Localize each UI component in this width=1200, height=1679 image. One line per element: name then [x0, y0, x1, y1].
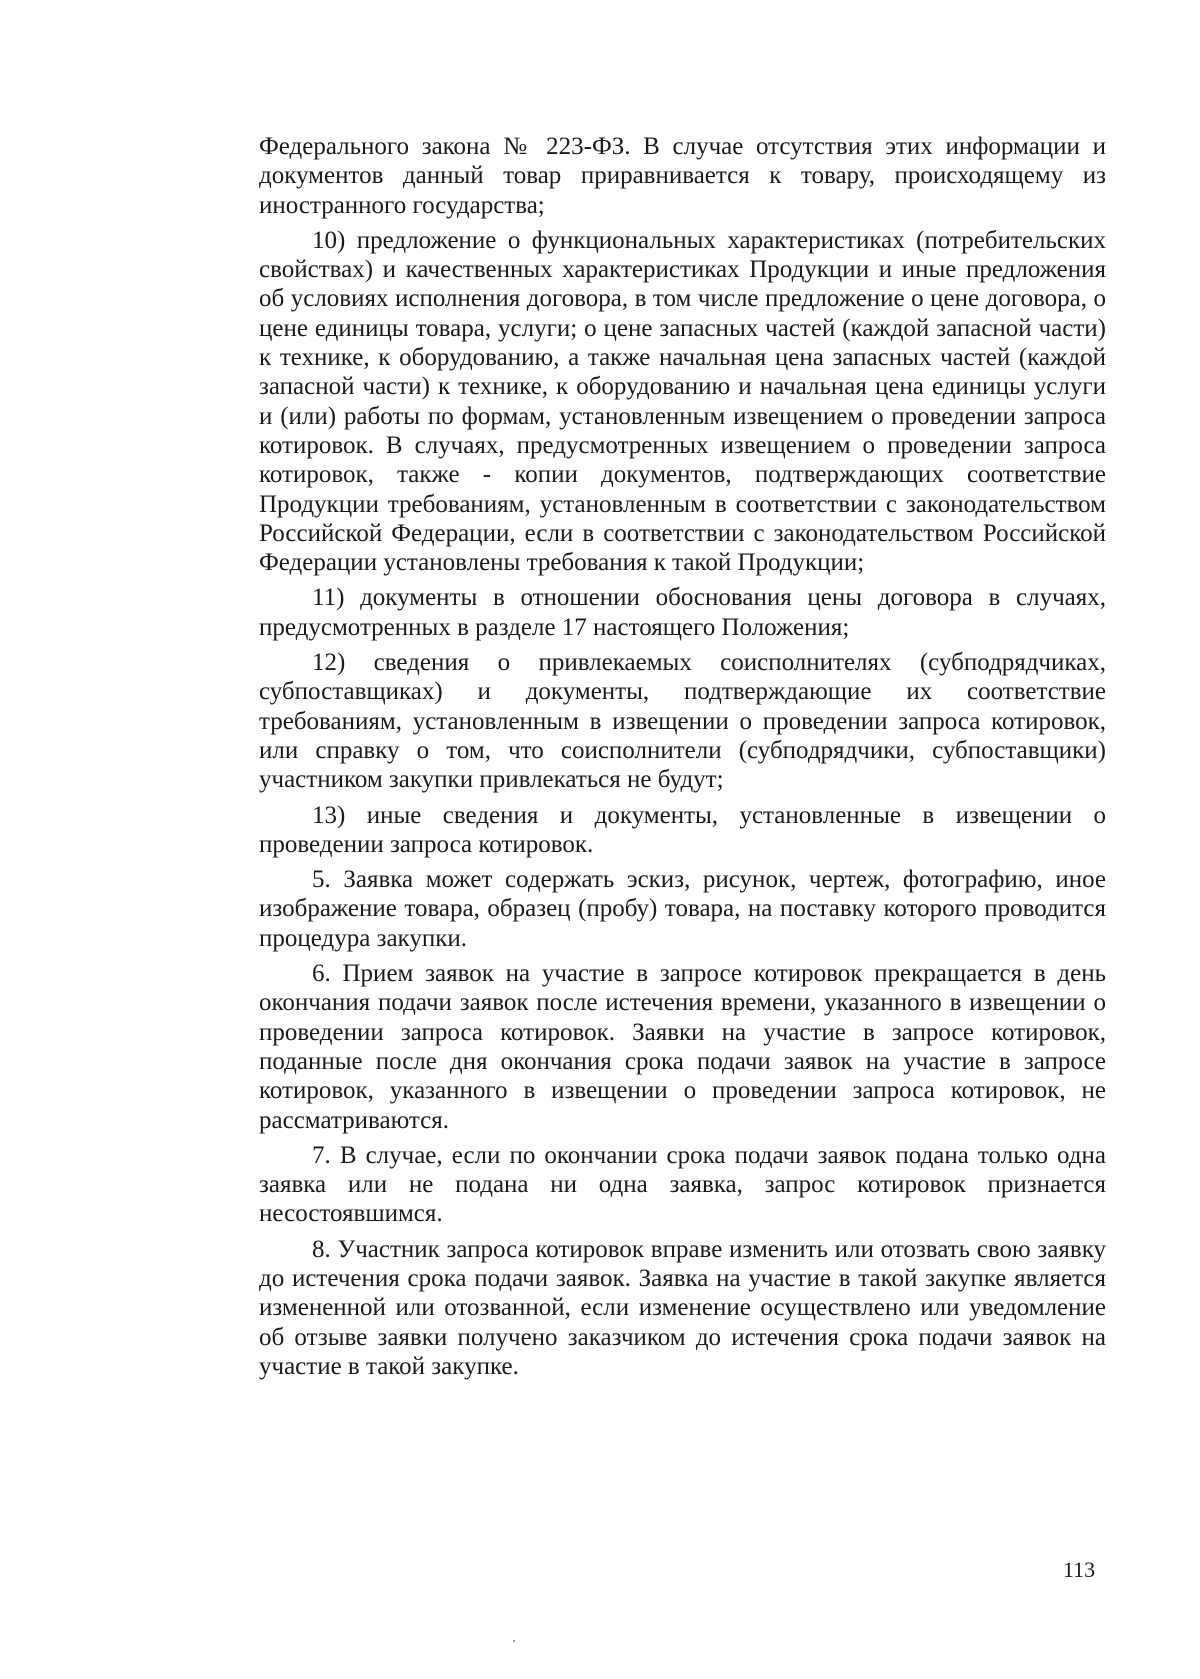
paragraph-clause-5: 5. Заявка может содержать эскиз, рисунок, чертеж, фотографию, иное изображение товара, образец (пробу) товара, на поставку которого проводится процедура закупки. [259, 866, 1106, 952]
paragraph-item-10: 10) предложение о функциональных характеристиках (потребительских свойствах) и качественных характеристиках Продукции и иные предложения об условиях исполнения договора, в том числе предложение о цене договора, о цене единицы товара, услуги; о цене запасных частей (каждой запасной части) к технике, к оборудованию, а также начальная цена запасных частей (каждой запасной части) к технике, к оборудованию и начальная цена единицы услуги и (или) работы по формам, установленным извещением о проведении запроса котировок. В случаях, предусмотренных извещением о проведении запроса котировок, также - копии документов, подтверждающих соответствие Продукции требованиям, установленным в соответствии с законодательством Российской Федерации, если в соответствии с законодательством Российской Федерации установлены требования к такой Продукции; [259, 226, 1106, 577]
paragraph-clause-7: 7. В случае, если по окончании срока подачи заявок подана только одна заявка или не подана ни одна заявка, запрос котировок признается несостоявшимся. [259, 1141, 1106, 1228]
paragraph-item-12: 12) сведения о привлекаемых соисполнителях (субподрядчиках, субпоставщиках) и документы, подтверждающие их соответствие требованиям, установленным в извещении о проведении запроса котировок, или справку о том, что соисполнители (субподрядчики, субпоставщики) участником закупки привлекаться не будут; [259, 649, 1106, 794]
paragraph-clause-6: 6. Прием заявок на участие в запросе котировок прекращается в день окончания подачи заявок после истечения времени, указанного в извещении о проведении запроса котировок. Заявки на участие в запросе котировок, поданные после дня окончания срока подачи заявок на участие в запросе котировок, указанного в извещении о проведении запроса котировок, не рассматриваются. [259, 960, 1106, 1134]
scan-speck [513, 1640, 515, 1642]
paragraph-item-11: 11) документы в отношении обоснования цены договора в случаях, предусмотренных в разделе 17 настоящего Положения; [259, 584, 1106, 641]
page-number: 113 [1063, 1557, 1096, 1582]
paragraph-clause-8: 8. Участник запроса котировок вправе изменить или отозвать свою заявку до истечения срока подачи заявок. Заявка на участие в такой закупке является измененной или отозванной, если изменение осуществлено или уведомление об отзыве заявки получено заказчиком до истечения срока подачи заявок на участие в такой закупке. [259, 1235, 1106, 1380]
paragraph-item-13: 13) иные сведения и документы, установленные в извещении о проведении запроса котировок. [259, 801, 1106, 858]
document-body [259, 132, 1106, 1387]
paragraph-continuation: Федерального закона № 223-ФЗ. В случае отсутствия этих информации и документов данный товар приравнивается к товару, происходящему из иностранного государства; [259, 133, 1106, 219]
